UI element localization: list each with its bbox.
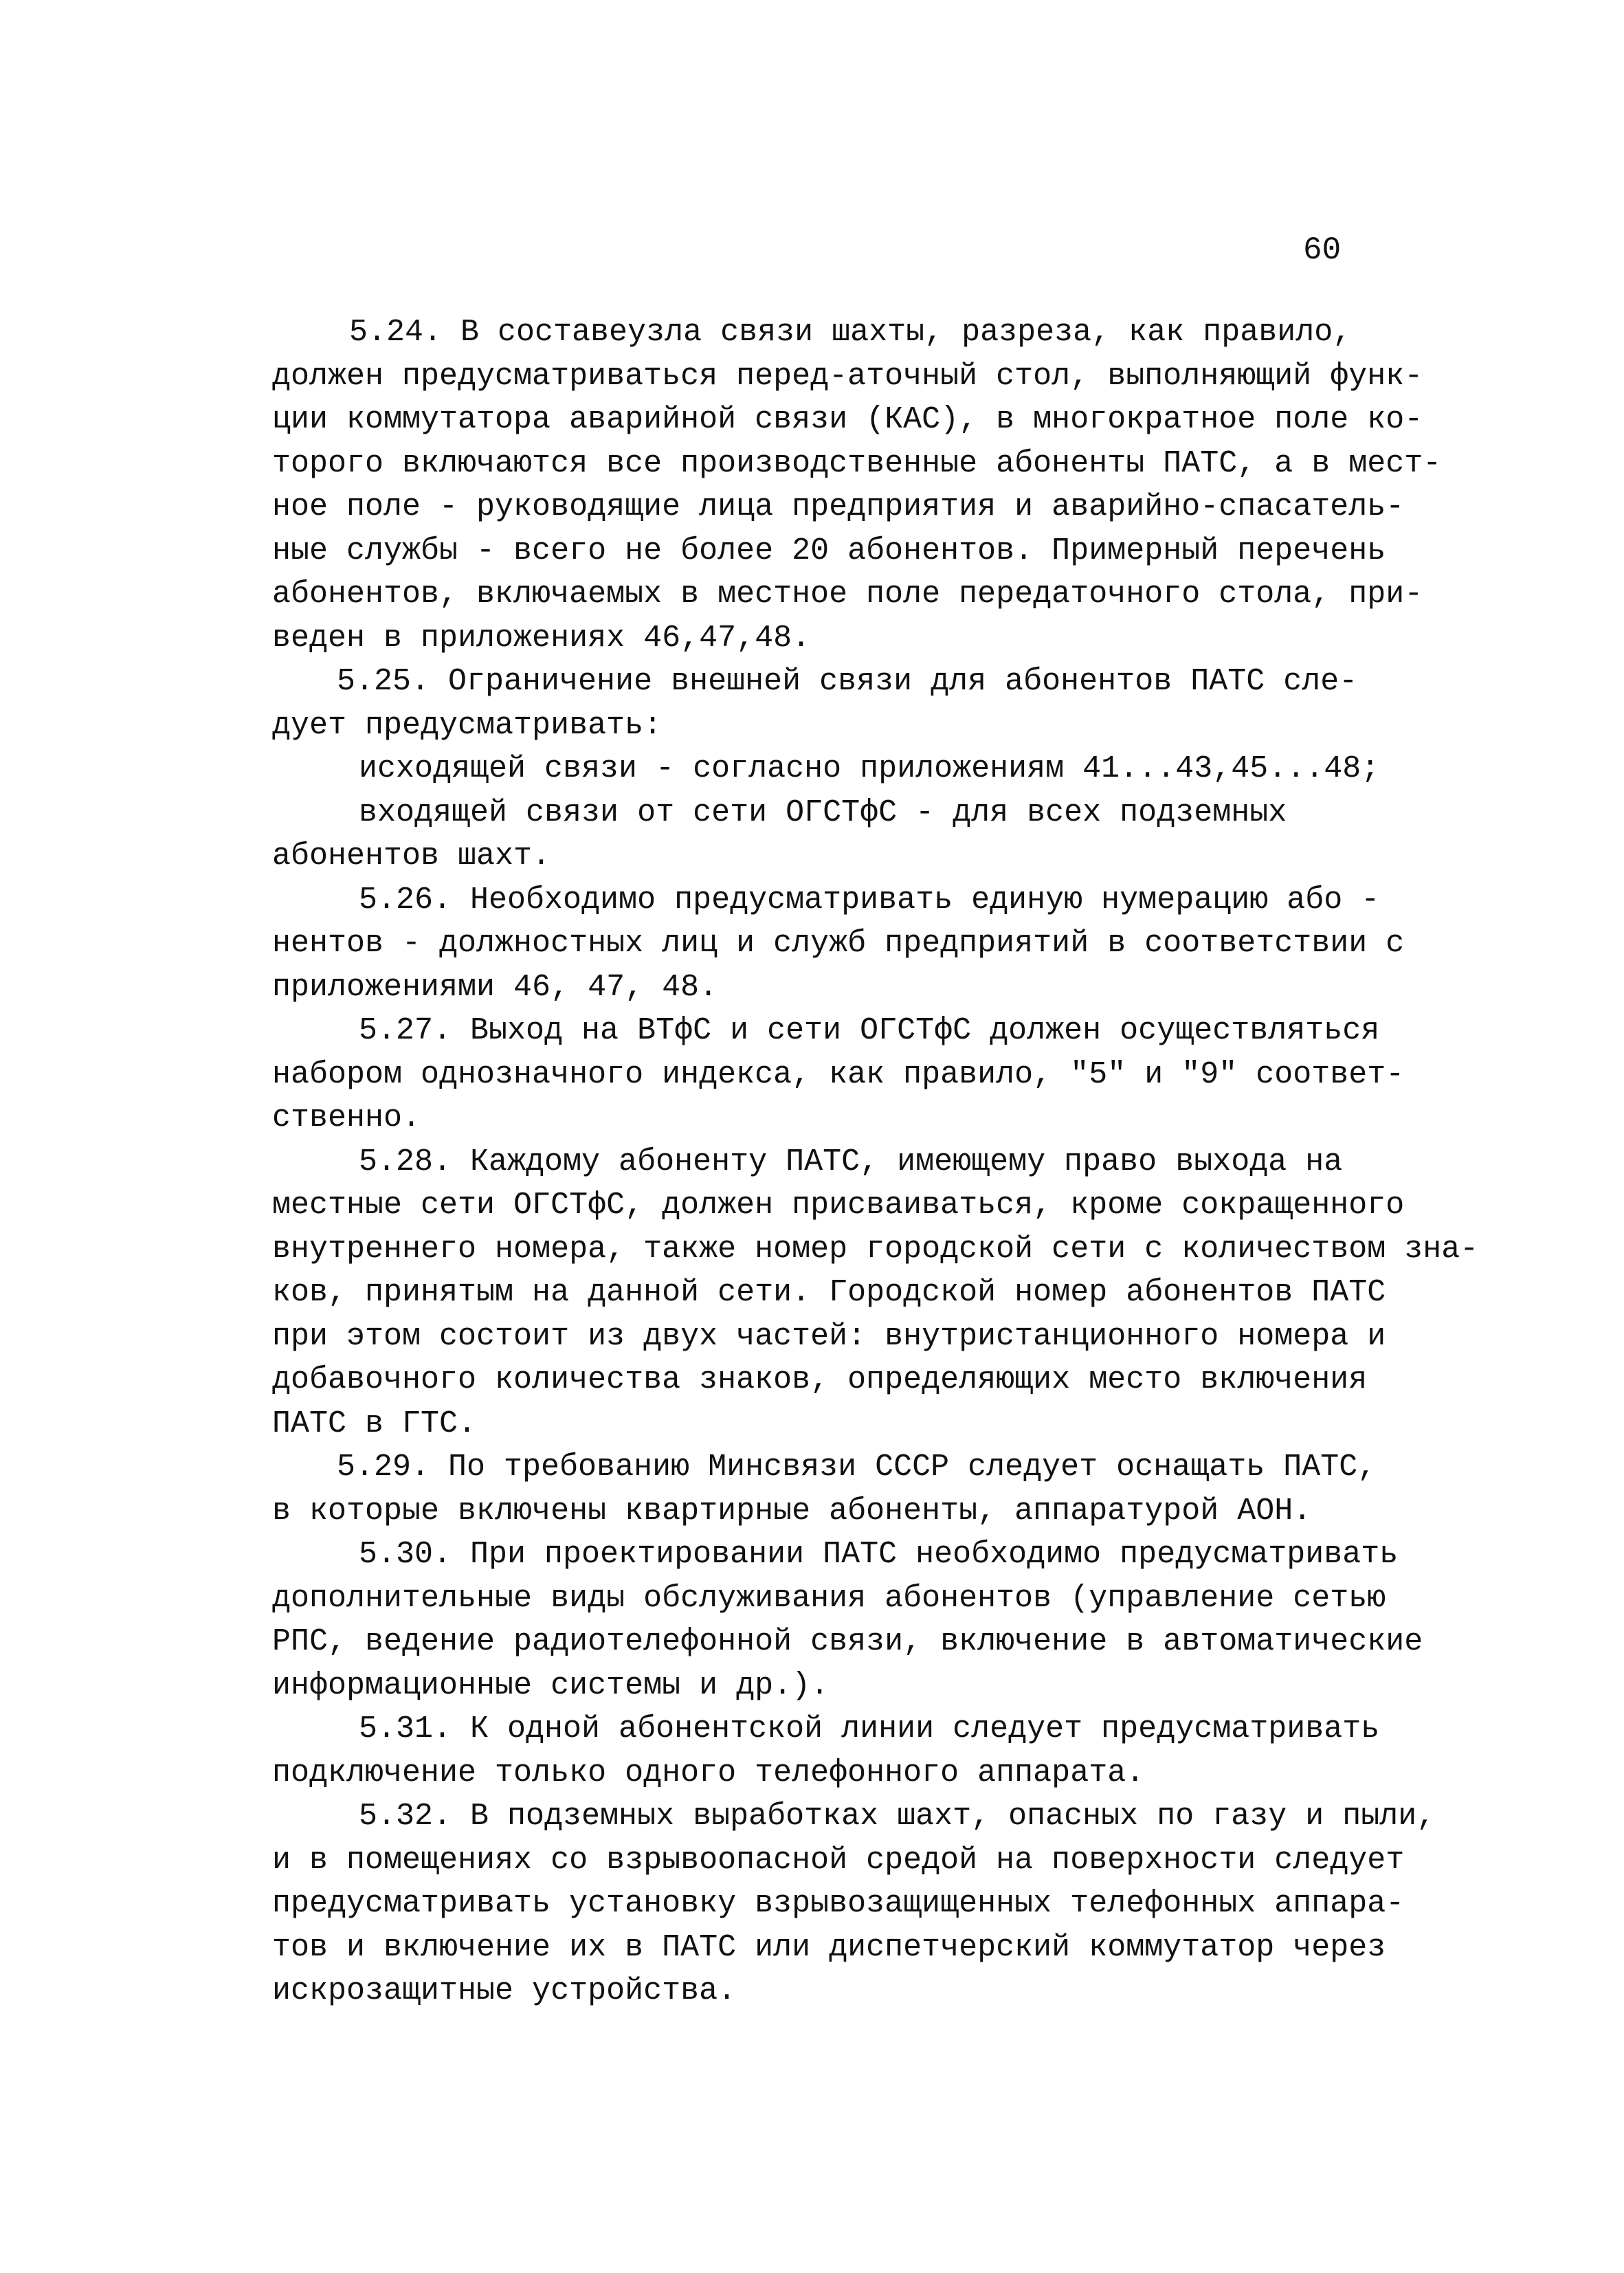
- text-line: добавочного количества знаков, определяющих место включения: [272, 1362, 1368, 1397]
- text-line: 5.27. Выход на ВТфС и сети ОГСТфС должен осуществляться: [359, 1013, 1380, 1048]
- text-line: 5.24. В составеузла связи шахты, разреза, как правило,: [349, 315, 1352, 350]
- text-line: 5.26. Необходимо предусматривать единую нумерацию або -: [359, 882, 1380, 918]
- text-line: 5.25. Ограничение внешней связи для абонентов ПАТС сле-: [337, 664, 1358, 699]
- text-line: торого включаются все производственные абоненты ПАТС, а в мест-: [272, 445, 1442, 481]
- text-line: ПАТС в ГТС.: [272, 1406, 477, 1441]
- text-line: абонентов, включаемых в местное поле передаточного стола, при-: [272, 577, 1423, 612]
- text-line: в которые включены квартирные абоненты, аппаратурой АОН.: [272, 1493, 1312, 1529]
- text-line: приложениями 46, 47, 48.: [272, 969, 718, 1005]
- text-line: абонентов шахт.: [272, 839, 551, 874]
- text-line: подключение только одного телефонного аппарата.: [272, 1755, 1145, 1790]
- text-line: при этом состоит из двух частей: внутристанционного номера и: [272, 1318, 1386, 1354]
- text-line: 5.30. При проектировании ПАТС необходимо предусматривать: [359, 1537, 1399, 1572]
- text-line: тов и включение их в ПАТС или диспетчерский коммутатор через: [272, 1929, 1386, 1965]
- text-line: РПС, ведение радиотелефонной связи, включение в автоматические: [272, 1624, 1423, 1659]
- text-line: 5.28. Каждому абоненту ПАТС, имеющему право выхода на: [359, 1144, 1343, 1179]
- text-line: веден в приложениях 46,47,48.: [272, 620, 811, 656]
- document-body: [272, 311, 1479, 2013]
- text-line: должен предусматриваться перед-аточный стол, выполняющий функ-: [272, 358, 1423, 394]
- text-line: и в помещениях со взрывоопасной средой на поверхности следует: [272, 1842, 1405, 1878]
- text-line: 5.31. К одной абонентской линии следует предусматривать: [359, 1711, 1380, 1747]
- text-line: 5.29. По требованию Минсвязи СССР следует оснащать ПАТС,: [337, 1450, 1377, 1485]
- text-line: ственно.: [272, 1100, 421, 1135]
- text-line: предусматривать установку взрывозащищенных телефонных аппара-: [272, 1886, 1405, 1921]
- text-line: набором однозначного индекса, как правило, "5" и "9" соответ-: [272, 1056, 1405, 1092]
- text-line: внутреннего номера, также номер городской сети с количеством зна-: [272, 1231, 1479, 1267]
- text-line: входящей связи от сети ОГСТфС - для всех подземных: [359, 795, 1287, 830]
- text-line: местные сети ОГСТфС, должен присваиваться, кроме сокращенного: [272, 1188, 1405, 1223]
- text-line: исходящей связи - согласно приложениям 41...43,45...48;: [359, 751, 1380, 786]
- text-line: искрозащитные устройства.: [272, 1973, 737, 2008]
- text-line: нентов - должностных лиц и служб предприятий в соответствии с: [272, 926, 1405, 961]
- text-line: ции коммутатора аварийной связи (КАС), в многократное поле ко-: [272, 402, 1423, 437]
- text-line: дует предусматривать:: [272, 707, 663, 743]
- text-line: ков, принятым на данной сети. Городской номер абонентов ПАТС: [272, 1275, 1386, 1310]
- text-line: 5.32. В подземных выработках шахт, опасных по газу и пыли,: [359, 1799, 1436, 1834]
- text-line: дополнительные виды обслуживания абонентов (управление сетью: [272, 1580, 1386, 1616]
- text-line: информационные системы и др.).: [272, 1667, 830, 1703]
- text-line: ное поле - руководящие лица предприятия и аварийно-спасатель-: [272, 489, 1405, 524]
- text-line: ные службы - всего не более 20 абонентов. Примерный перечень: [272, 533, 1386, 568]
- page-number: 60: [1303, 232, 1342, 268]
